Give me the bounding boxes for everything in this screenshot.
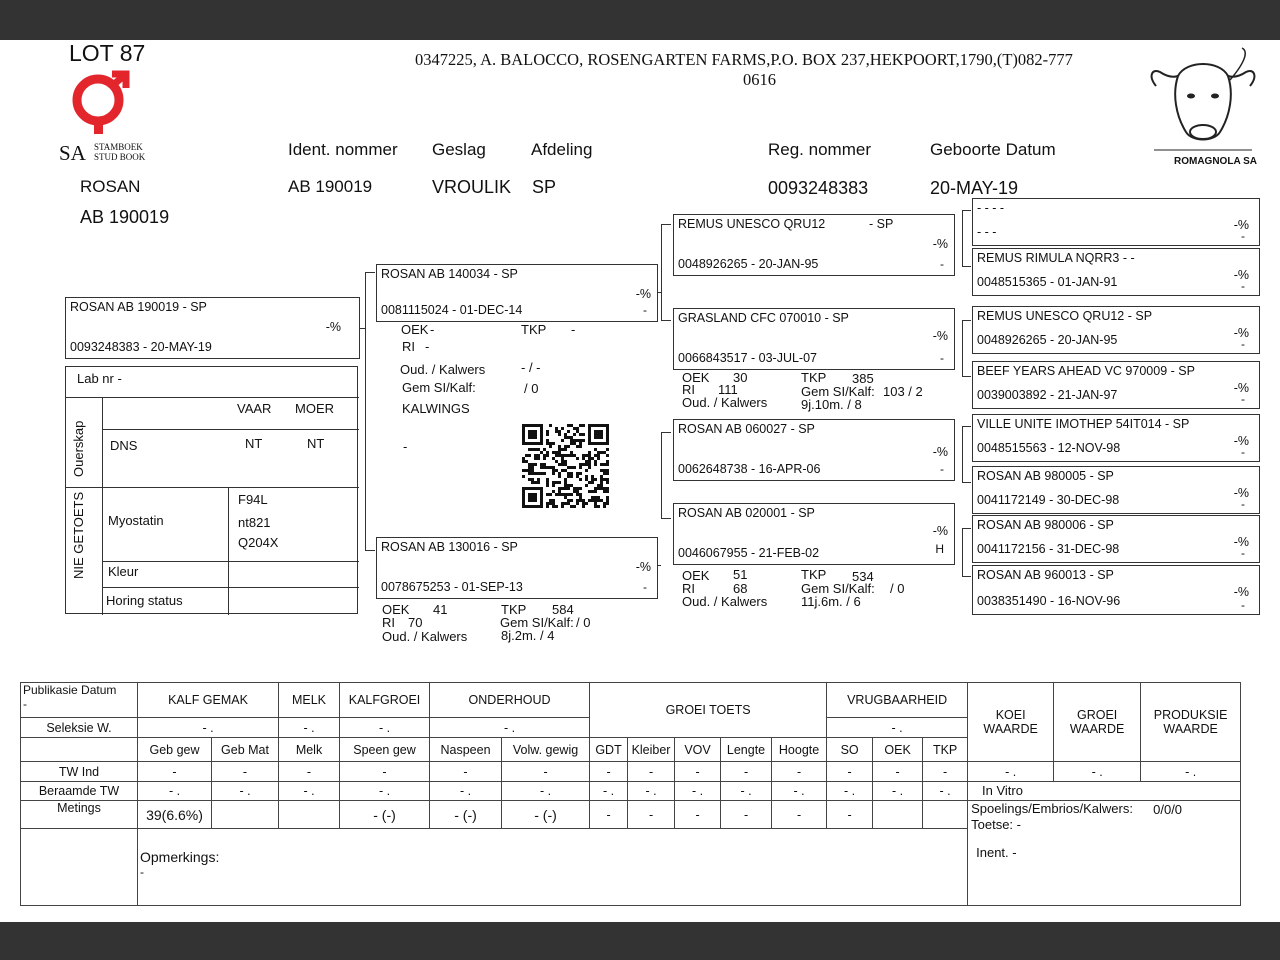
grandparent-box-1 <box>673 214 955 276</box>
gp2-oek-value: 30 <box>733 370 748 385</box>
sel-kalfgroei: - . <box>340 718 430 738</box>
sire-oek-value: - <box>430 322 435 337</box>
produksie-waarde-header: PRODUKSIE WAARDE <box>1141 683 1241 762</box>
dam-tkp-value: 584 <box>552 602 574 617</box>
groei-toets-header: GROEI TOETS <box>590 683 827 738</box>
gp2-tkp-label: TKP <box>801 370 827 385</box>
col-4: Naspeen <box>430 738 502 762</box>
gp3-name: ROSAN AB 060027 - SP <box>678 422 815 436</box>
ggp-name: REMUS UNESCO QRU12 - SP <box>977 309 1153 323</box>
myostatin-label: Myostatin <box>108 513 164 528</box>
ggp-reg: 0048926265 - 20-JAN-95 <box>977 333 1118 347</box>
beraamde-cell: - . <box>827 782 873 801</box>
beraamde-cell: - . <box>340 782 430 801</box>
ggp-pct: -% <box>1233 434 1249 448</box>
ggp-dash: - <box>1241 229 1245 243</box>
ident-label: Ident. nommer <box>288 140 398 159</box>
dam-dash: - <box>643 580 647 594</box>
koei-waarde-header: KOEI WAARDE <box>968 683 1054 762</box>
myo-q204x: Q204X <box>238 535 279 550</box>
spoelings-value: 0/0/0 <box>1153 802 1183 817</box>
dob-value: 20-MAY-19 <box>930 178 1019 198</box>
horing-label: Horing status <box>106 593 183 608</box>
top-bar <box>0 0 1280 40</box>
tw-ind-cell: - <box>138 762 212 782</box>
dam-gem-label: Gem SI/Kalf: <box>500 615 574 630</box>
vaar-label: VAAR <box>237 401 272 416</box>
section-value: SP <box>532 177 557 197</box>
repro-cell <box>968 801 1241 906</box>
beraamde-cell: - . <box>430 782 502 801</box>
seleksie-label: Seleksie W. <box>21 718 138 738</box>
beraamde-cell: - . <box>590 782 628 801</box>
reg-label: Reg. nommer <box>768 140 871 159</box>
ggp-reg: 0048515365 - 01-JAN-91 <box>977 275 1118 289</box>
kalwings-value: - <box>403 439 408 454</box>
gp2-oek-label: OEK <box>682 370 710 385</box>
col-2: Melk <box>279 738 340 762</box>
subject-pct: -% <box>325 320 341 334</box>
met-naspeen: - (-) <box>430 801 502 829</box>
onderhoud-header: ONDERHOUD <box>430 683 590 718</box>
gp4-tkp-value: 534 <box>852 569 874 584</box>
sel-melk: - . <box>279 718 340 738</box>
met-hoogte: - <box>772 801 827 829</box>
blank-col-head <box>21 738 138 762</box>
met-lengte: - <box>721 801 772 829</box>
tw-ind-label: TW Ind <box>21 762 138 782</box>
lot-number: LOT 87 <box>69 40 146 66</box>
tw-ind-cell: - <box>590 762 628 782</box>
qr-code-icon <box>522 424 610 508</box>
dns-moer: NT <box>307 436 325 451</box>
ggp-dash: - <box>1241 337 1245 351</box>
spoelings-label: Spoelings/Embrios/Kalwers: <box>971 801 1133 816</box>
bottom-bar <box>0 922 1280 960</box>
tw-waarde-cell: - . <box>968 762 1054 782</box>
breeder-line-1: 0347225, A. BALOCCO, ROSENGARTEN FARMS,P.O. BOX 237,HEKPOORT,1790,(T)082-777 <box>415 50 1073 69</box>
breeding-values-table <box>20 682 1241 906</box>
gp3-pct: -% <box>932 445 948 459</box>
tw-ind-cell: - <box>628 762 675 782</box>
tw-ind-cell: - <box>721 762 772 782</box>
met-geb-mat <box>212 801 279 829</box>
tw-ind-cell: - <box>212 762 279 782</box>
breeder-line-2: 0616 <box>743 70 776 89</box>
dns-label: DNS <box>110 438 138 453</box>
col-3: Speen gew <box>340 738 430 762</box>
gp2-name: GRASLAND CFC 070010 - SP <box>678 311 849 325</box>
sire-oud-label: Oud. / Kalwers <box>400 362 486 377</box>
ident-value: AB 190019 <box>288 177 373 196</box>
dam-box <box>376 537 658 599</box>
gp4-ri-value: 68 <box>733 581 748 596</box>
grandparent-box-3 <box>673 419 955 481</box>
sire-reg: 0081115024 - 01-DEC-14 <box>381 303 523 317</box>
ggp-name: - - - - <box>977 201 1005 215</box>
opmerkings-cell <box>138 829 968 906</box>
tw-ind-cell: - <box>827 762 873 782</box>
dam-oud-value: 8j.2m. / 4 <box>501 628 555 643</box>
ggp-reg: 0041172156 - 31-DEC-98 <box>977 542 1120 556</box>
sire-name: ROSAN AB 140034 - SP <box>381 267 518 281</box>
col-1: Geb Mat <box>212 738 279 762</box>
sire-box <box>376 264 658 322</box>
toetse-label: Toetse: - <box>971 817 1021 832</box>
beraamde-cell: - . <box>772 782 827 801</box>
dam-oek-label: OEK <box>382 602 410 617</box>
beraamde-cell: - . <box>923 782 968 801</box>
beraamde-cell: - . <box>138 782 212 801</box>
ggp-pct: -% <box>1233 218 1249 232</box>
ggp-reg: - - - <box>977 225 997 239</box>
ggp-dash: - <box>1241 279 1245 293</box>
sex-value: VROULIK <box>432 177 512 197</box>
sex-label: Geslag <box>432 140 486 159</box>
ggp-pct: -% <box>1233 486 1249 500</box>
ggp-pct: -% <box>1233 326 1249 340</box>
gp2-gem-label: Gem SI/Kalf: <box>801 384 875 399</box>
opmerkings-label: Opmerkings: <box>140 849 220 865</box>
sire-ri-label: RI <box>402 339 415 354</box>
met-oek <box>873 801 923 829</box>
dam-reg: 0078675253 - 01-SEP-13 <box>381 580 523 594</box>
gp4-dash: H <box>935 542 944 556</box>
tw-ind-cell: - <box>873 762 923 782</box>
beraamde-cell: - . <box>873 782 923 801</box>
dam-ri-label: RI <box>382 615 395 630</box>
dam-pct: -% <box>635 560 651 574</box>
beraamde-cell: - . <box>721 782 772 801</box>
grandparent-box-2 <box>673 308 955 370</box>
gp2-dash: - <box>940 351 944 365</box>
herd-name: ROSAN <box>80 177 141 196</box>
gp4-oud-value: 11j.6m. / 6 <box>801 594 861 609</box>
gp4-tkp-label: TKP <box>801 567 827 582</box>
nie-getoets-label: NIE GETOETS <box>71 491 86 579</box>
gp3-reg: 0062648738 - 16-APR-06 <box>678 462 821 476</box>
kleur-label: Kleur <box>108 564 139 579</box>
gp2-pct: -% <box>932 329 948 343</box>
subject-reg: 0093248383 - 20-MAY-19 <box>70 340 212 354</box>
gp2-ri-value: 111 <box>718 382 738 397</box>
sel-vrug: - . <box>827 718 968 738</box>
groei-waarde-header: GROEI WAARDE <box>1054 683 1141 762</box>
romagnola-bull-icon <box>1146 46 1260 156</box>
sire-tkp-value: - <box>571 322 576 337</box>
logo-stamboek-text: STAMBOEK <box>94 142 143 152</box>
ggp-pct: -% <box>1233 381 1249 395</box>
gp4-gem-value: / 0 <box>890 581 905 596</box>
logo-studbook-text: STUD BOOK <box>94 152 146 162</box>
ggp-dash: - <box>1241 445 1245 459</box>
gp1-name: REMUS UNESCO QRU12 <box>678 217 826 231</box>
met-gdt: - <box>590 801 628 829</box>
ggp-pct: -% <box>1233 585 1249 599</box>
subject-box <box>65 297 360 359</box>
met-speen: - (-) <box>340 801 430 829</box>
col-11: SO <box>827 738 873 762</box>
ggp-reg: 0039003892 - 21-JAN-97 <box>977 388 1118 402</box>
beraamde-cell: - . <box>675 782 721 801</box>
gp4-ri-label: RI <box>682 581 695 596</box>
met-volw: - (-) <box>502 801 590 829</box>
met-melk <box>279 801 340 829</box>
sire-tkp-label: TKP <box>521 322 547 337</box>
gp2-reg: 0066843517 - 03-JUL-07 <box>678 351 817 365</box>
ggp-name: ROSAN AB 980006 - SP <box>977 518 1114 532</box>
ggp-name: REMUS RIMULA NQRR3 - - <box>977 251 1135 265</box>
kalwings-label: KALWINGS <box>402 401 470 416</box>
beraamde-tw-label: Beraamde TW <box>21 782 138 801</box>
moer-label: MOER <box>295 401 334 416</box>
tw-waarde-cell: - . <box>1141 762 1241 782</box>
met-geb-gew: 39(6.6%) <box>138 801 212 829</box>
blank-opm-left <box>21 829 138 906</box>
lab-nr: Lab nr - <box>77 371 122 386</box>
inent-label: Inent. - <box>976 845 1017 860</box>
ouerskap-label: Ouerskap <box>71 420 86 477</box>
ggp-reg: 0038351490 - 16-NOV-96 <box>977 594 1121 608</box>
tw-ind-cell: - <box>340 762 430 782</box>
gp2-oud-label: Oud. / Kalwers <box>682 395 768 410</box>
ggp-dash: - <box>1241 598 1245 612</box>
sire-gem-label: Gem SI/Kalf: <box>402 380 476 395</box>
col-6: GDT <box>590 738 628 762</box>
pub-date-cell <box>21 683 138 718</box>
ggp-dash: - <box>1241 392 1245 406</box>
pub-label: Publikasie Datum <box>23 683 117 697</box>
gp2-tkp-value: 385 <box>852 371 874 386</box>
opmerkings-value: - <box>140 865 144 879</box>
gp2-oud-value: 9j.10m. / 8 <box>801 397 862 412</box>
tw-ind-cell: - <box>430 762 502 782</box>
beraamde-cell: - . <box>502 782 590 801</box>
ggp-reg: 0048515563 - 12-NOV-98 <box>977 441 1121 455</box>
dob-label: Geboorte Datum <box>930 140 1056 159</box>
section-label: Afdeling <box>531 140 593 159</box>
animal-ident: AB 190019 <box>80 207 170 227</box>
gp4-reg: 0046067955 - 21-FEB-02 <box>678 546 820 560</box>
met-tkp <box>923 801 968 829</box>
great-grandparent-box-6 <box>972 466 1260 514</box>
great-grandparent-box-3 <box>972 306 1260 354</box>
col-9: Lengte <box>721 738 772 762</box>
subject-name: ROSAN AB 190019 - SP <box>70 300 207 314</box>
ggp-name: VILLE UNITE IMOTHEP 54IT014 - SP <box>977 417 1190 431</box>
melk-header: MELK <box>279 683 340 718</box>
ggp-name: BEEF YEARS AHEAD VC 970009 - SP <box>977 364 1195 378</box>
dam-name: ROSAN AB 130016 - SP <box>381 540 518 554</box>
gp4-oek-label: OEK <box>682 568 710 583</box>
col-8: VOV <box>675 738 721 762</box>
dam-tkp-label: TKP <box>501 602 527 617</box>
col-12: OEK <box>873 738 923 762</box>
met-kleiber: - <box>628 801 675 829</box>
tw-ind-cell: - <box>502 762 590 782</box>
gp4-name: ROSAN AB 020001 - SP <box>678 506 815 520</box>
sel-onderhoud: - . <box>430 718 590 738</box>
tw-ind-cell: - <box>923 762 968 782</box>
sire-oud-value: - / - <box>521 360 541 375</box>
tw-ind-cell: - <box>772 762 827 782</box>
ggp-reg: 0041172149 - 30-DEC-98 <box>977 493 1120 507</box>
ggp-dash: - <box>1241 497 1245 511</box>
col-13: TKP <box>923 738 968 762</box>
dns-vaar: NT <box>245 436 263 451</box>
great-grandparent-box-1 <box>972 198 1260 246</box>
sire-pct: -% <box>635 287 651 301</box>
great-grandparent-box-5 <box>972 414 1260 462</box>
great-grandparent-box-7 <box>972 515 1260 563</box>
gp4-oud-label: Oud. / Kalwers <box>682 594 768 609</box>
tw-ind-cell: - <box>279 762 340 782</box>
lab-box <box>65 366 358 614</box>
beraamde-cell: - . <box>212 782 279 801</box>
gp1-sect: - SP <box>869 217 894 231</box>
met-so: - <box>827 801 873 829</box>
col-0: Geb gew <box>138 738 212 762</box>
dam-oek-value: 41 <box>433 602 448 617</box>
great-grandparent-box-8 <box>972 565 1260 615</box>
gp4-pct: -% <box>932 524 948 538</box>
gp4-gem-label: Gem SI/Kalf: <box>801 581 875 596</box>
sire-oek-label: OEK <box>401 322 429 337</box>
dam-gem-value: / 0 <box>576 615 591 630</box>
sel-kalf: - . <box>138 718 279 738</box>
gp1-pct: -% <box>932 237 948 251</box>
in-vitro-label: In Vitro <box>982 783 1023 798</box>
kalf-gemak-header: KALF GEMAK <box>138 683 279 718</box>
dam-oud-label: Oud. / Kalwers <box>382 629 468 644</box>
gp1-dash: - <box>940 257 944 271</box>
ggp-name: ROSAN AB 960013 - SP <box>977 568 1114 582</box>
ggp-dash: - <box>1241 546 1245 560</box>
pub-value: - <box>23 697 27 711</box>
sire-ri-value: - <box>425 339 430 354</box>
gp4-oek-value: 51 <box>733 567 748 582</box>
ggp-pct: -% <box>1233 268 1249 282</box>
ggp-pct: -% <box>1233 535 1249 549</box>
kalfgroei-header: KALFGROEI <box>340 683 430 718</box>
sire-gem-value: / 0 <box>524 381 539 396</box>
beraamde-cell: - . <box>628 782 675 801</box>
tw-waarde-cell: - . <box>1054 762 1141 782</box>
metings-label: Metings <box>21 801 138 829</box>
dam-ri-value: 70 <box>408 615 423 630</box>
col-10: Hoogte <box>772 738 827 762</box>
great-grandparent-box-2 <box>972 248 1260 296</box>
gp2-ri-label: RI <box>682 382 695 397</box>
col-7: Kleiber <box>628 738 675 762</box>
logo-sa-text: SA <box>59 141 86 165</box>
vrugbaarheid-header: VRUGBAARHEID <box>827 683 968 718</box>
grandparent-box-4 <box>673 503 955 565</box>
gp1-reg: 0048926265 - 20-JAN-95 <box>678 257 819 271</box>
sire-dash: - <box>643 303 647 317</box>
reg-value: 0093248383 <box>768 178 869 198</box>
myo-f94l: F94L <box>238 492 268 507</box>
myo-nt821: nt821 <box>238 515 271 530</box>
ggp-name: ROSAN AB 980005 - SP <box>977 469 1114 483</box>
stamboek-logo-icon <box>68 70 130 140</box>
gp3-dash: - <box>940 462 944 476</box>
beraamde-cell: - . <box>279 782 340 801</box>
col-5: Volw. gewig <box>502 738 590 762</box>
met-vov: - <box>675 801 721 829</box>
great-grandparent-box-4 <box>972 361 1260 409</box>
gp2-gem-value: 103 / 2 <box>883 384 923 399</box>
romagnola-label: ROMAGNOLA SA <box>1174 156 1257 167</box>
tw-ind-cell: - <box>675 762 721 782</box>
